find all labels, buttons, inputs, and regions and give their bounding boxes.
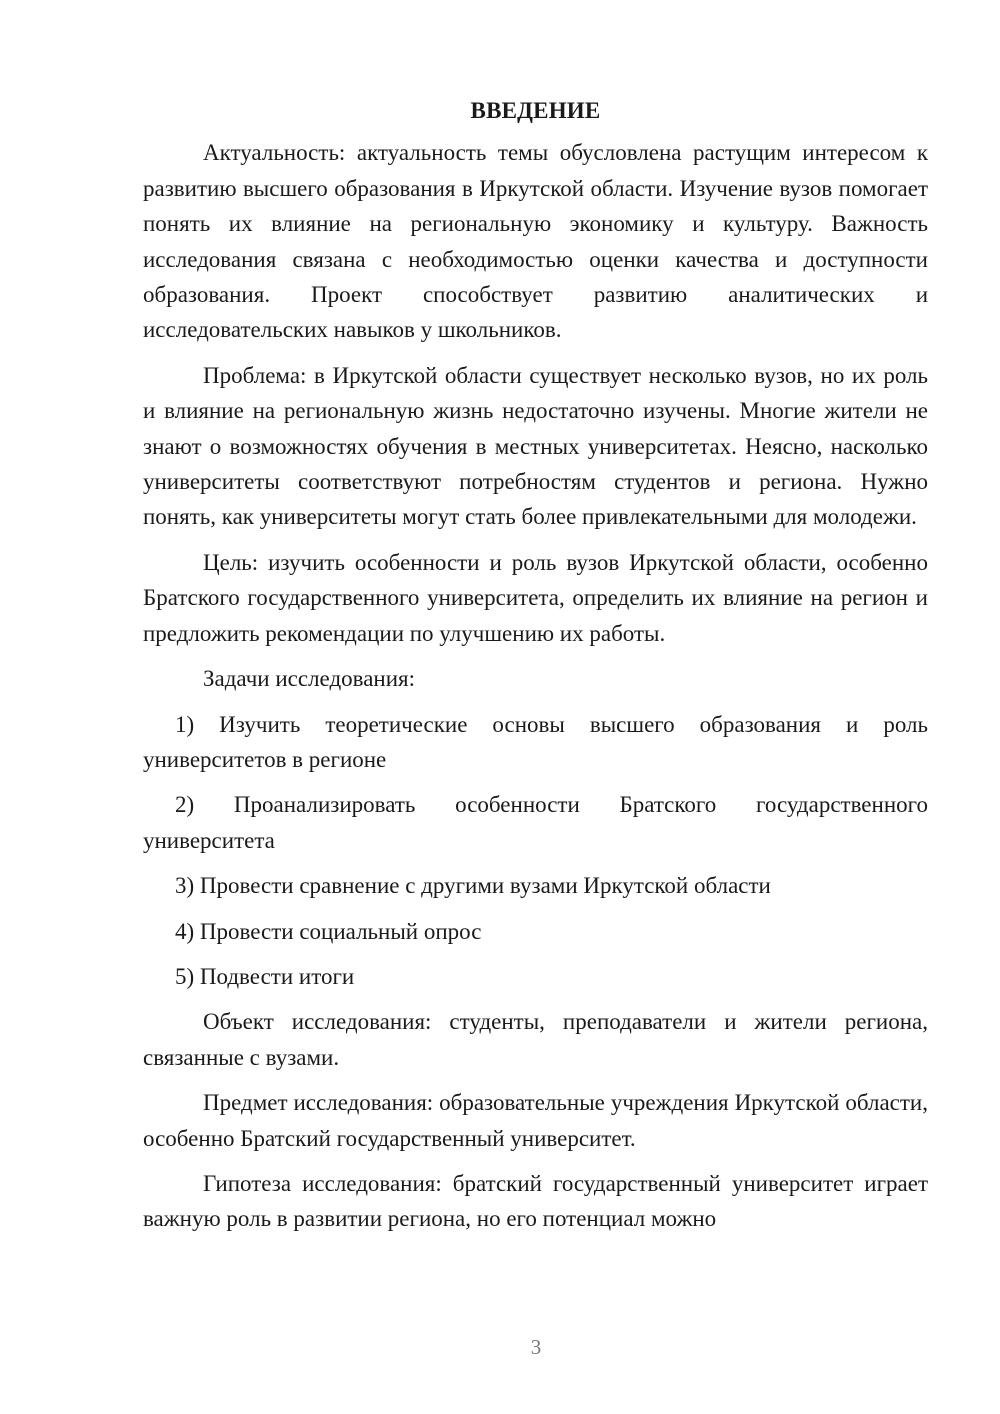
tasks-heading: Задачи исследования: (203, 666, 416, 692)
object-paragraph: Объект исследования: студенты, преподаватели и жители региона, связанные с вузами. (143, 1009, 928, 1070)
goal-paragraph: Цель: изучить особенности и роль вузов Иркутской области, особенно Братского государственного университета, определить их влияние на регион и предложить рекомендации по улучшению их работы. (143, 549, 928, 646)
task-item-4: 4) Провести социальный опрос (175, 918, 482, 944)
hypothesis-paragraph: Гипотеза исследования: братский государственный университет играет важную роль в развитии региона, но его потенциал можно (143, 1170, 928, 1232)
task-item-3: 3) Провести сравнение с другими вузами Иркутской области (175, 873, 771, 899)
relevance-paragraph: Актуальность: актуальность темы обусловлена растущим интересом к развитию высшего образования в Иркутской области. Изучение вузов помогает понять их влияние на региональную экономику и культуру. Важность исследования связана с необходимостью оценки качества и доступности образования. Проект способствует развитию аналитических и исследовательских навыков у школьников. (143, 140, 928, 343)
page-number: 3 (530, 1335, 542, 1359)
problem-paragraph: Проблема: в Иркутской области существует несколько вузов, но их роль и влияние на региональную жизнь недостаточно изучены. Многие жители не знают о возможностях обучения в местных университетах. Неясно, насколько университеты соответствуют потребностям студентов и региона. Нужно понять, как университеты могут стать более привлекательными для молодежи. (143, 362, 928, 530)
task-item-5: 5) Подвести итоги (175, 963, 355, 989)
page-content (143, 93, 928, 1237)
task-item-1: 1) Изучить теоретические основы высшего образования и роль университетов в регионе (143, 711, 928, 772)
task-item-2: 2) Проанализировать особенности Братского государственного университета (143, 792, 928, 853)
subject-paragraph: Предмет исследования: образовательные учреждения Иркутской области, особенно Братский государственный университет. (143, 1090, 928, 1151)
page-title: ВВЕДЕНИЕ (470, 98, 601, 123)
